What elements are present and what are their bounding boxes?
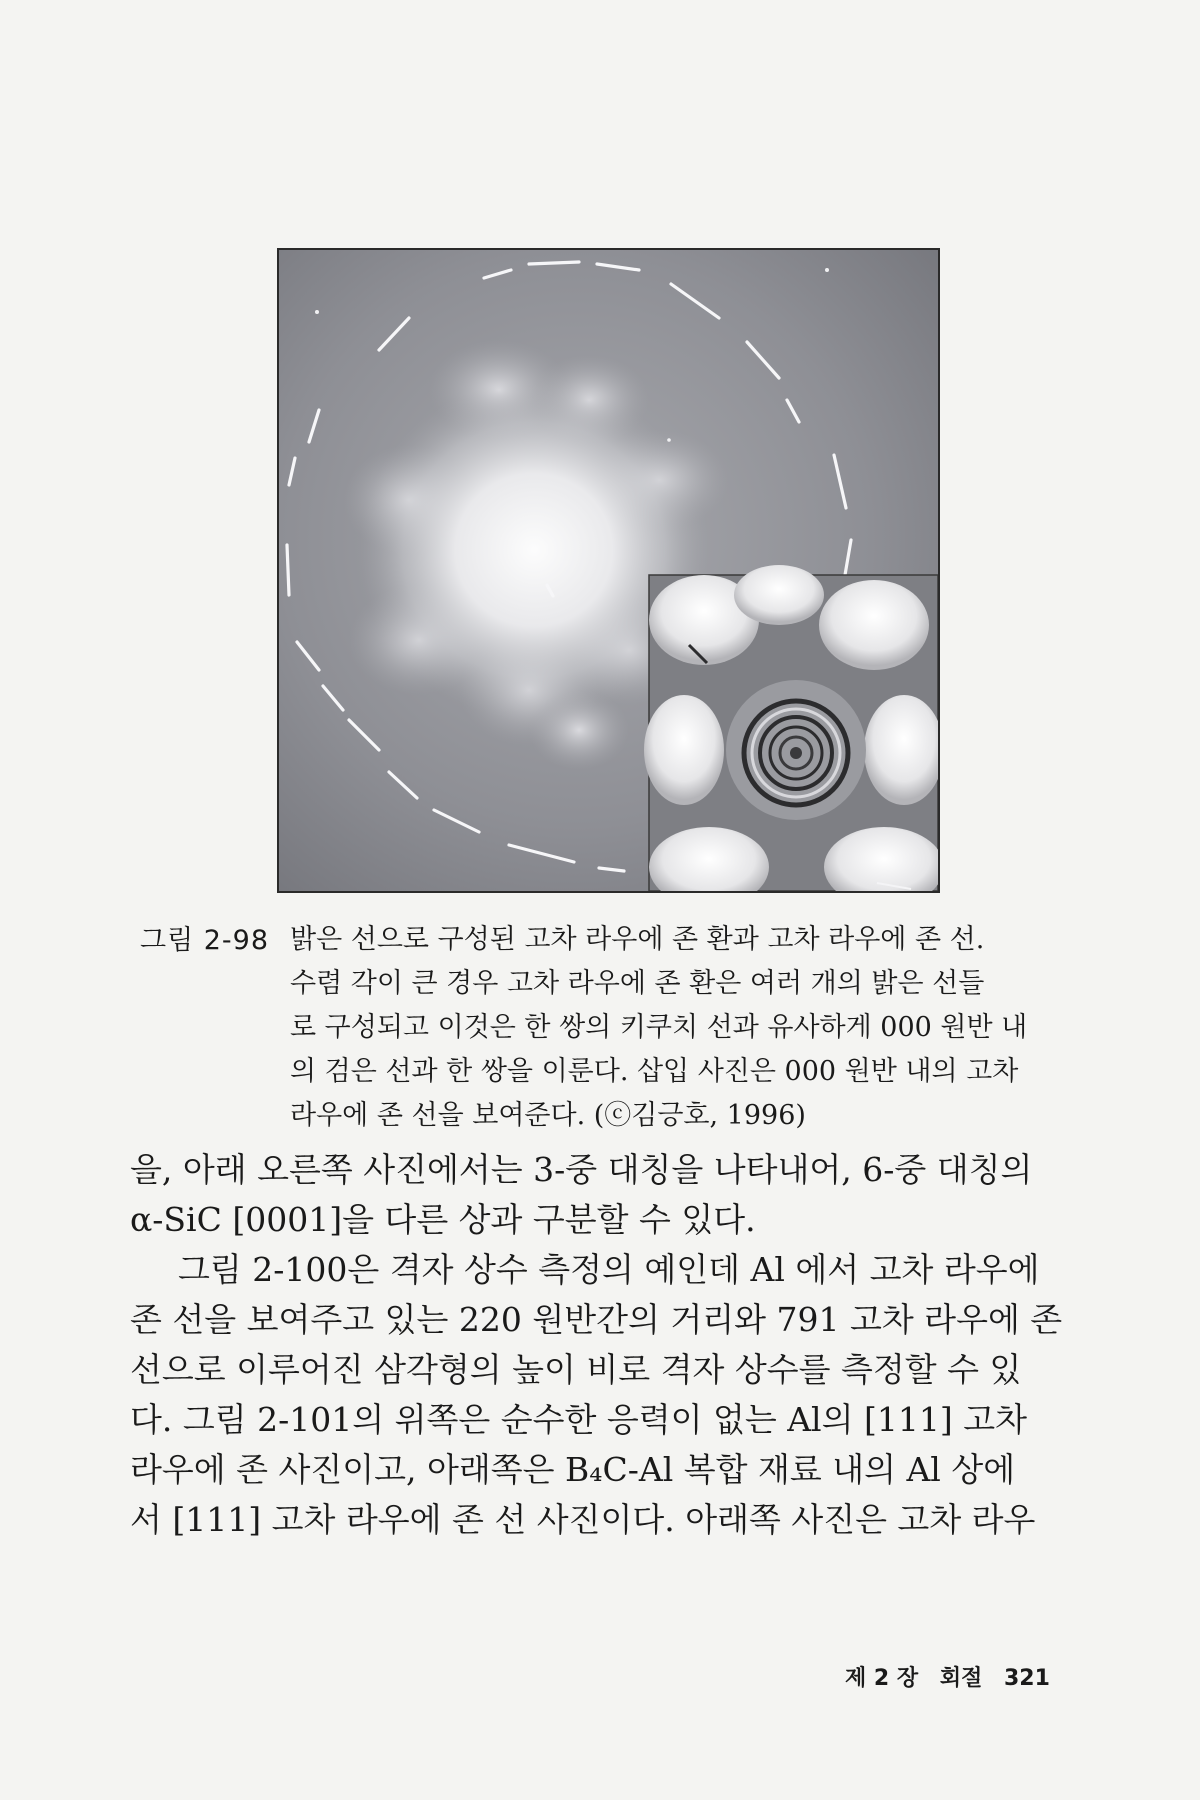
spot-marker — [315, 310, 319, 314]
spot-marker — [667, 438, 671, 442]
figure-label: 그림 2-98 — [140, 925, 270, 956]
spot-marker — [825, 268, 829, 272]
body-line: 서 [111] 고차 라우에 존 선 사진이다. 아래쪽 사진은 고차 라우 — [130, 1500, 1036, 1539]
body-line: 라우에 존 사진이고, 아래쪽은 B₄C-Al 복합 재료 내의 Al 상에 — [130, 1450, 1016, 1489]
body-line: 그림 2-100은 격자 상수 측정의 예인데 Al 에서 고차 라우에 — [178, 1250, 1040, 1289]
chapter-title: 회절 — [939, 1666, 983, 1691]
body-line: 다. 그림 2-101의 위쪽은 순수한 응력이 없는 Al의 [111] 고차 — [130, 1400, 1027, 1439]
page-footer — [845, 1661, 1064, 1692]
caption-line: 라우에 존 선을 보여준다. (ⓒ김긍호, 1996) — [290, 1100, 806, 1131]
hrlz-ring-image — [279, 250, 938, 891]
body-text — [130, 1145, 1090, 1545]
body-line: α-SiC [0001]을 다른 상과 구분할 수 있다. — [130, 1200, 756, 1239]
inset-000-disk — [644, 565, 938, 891]
caption-line: 의 검은 선과 한 쌍을 이룬다. 삽입 사진은 000 원반 내의 고차 — [290, 1056, 1019, 1087]
page-number: 321 — [1004, 1666, 1050, 1691]
caption-line: 밝은 선으로 구성된 고차 라우에 존 환과 고차 라우에 존 선. — [290, 924, 985, 955]
body-line: 을, 아래 오른쪽 사진에서는 3-중 대칭을 나타내어, 6-중 대칭의 — [130, 1150, 1033, 1189]
caption-line: 수렴 각이 큰 경우 고차 라우에 존 환은 여러 개의 밝은 선들 — [290, 968, 985, 999]
caption-line: 로 구성되고 이것은 한 쌍의 키쿠치 선과 유사하게 000 원반 내 — [290, 1012, 1028, 1043]
caption-text — [290, 918, 1200, 1138]
diffraction-figure — [277, 248, 940, 893]
body-line: 선으로 이루어진 삼각형의 높이 비로 격자 상수를 측정할 수 있 — [130, 1350, 1022, 1389]
body-line: 존 선을 보여주고 있는 220 원반간의 거리와 791 고차 라우에 존 — [130, 1300, 1063, 1339]
chapter-label: 제 2 장 — [845, 1666, 919, 1691]
